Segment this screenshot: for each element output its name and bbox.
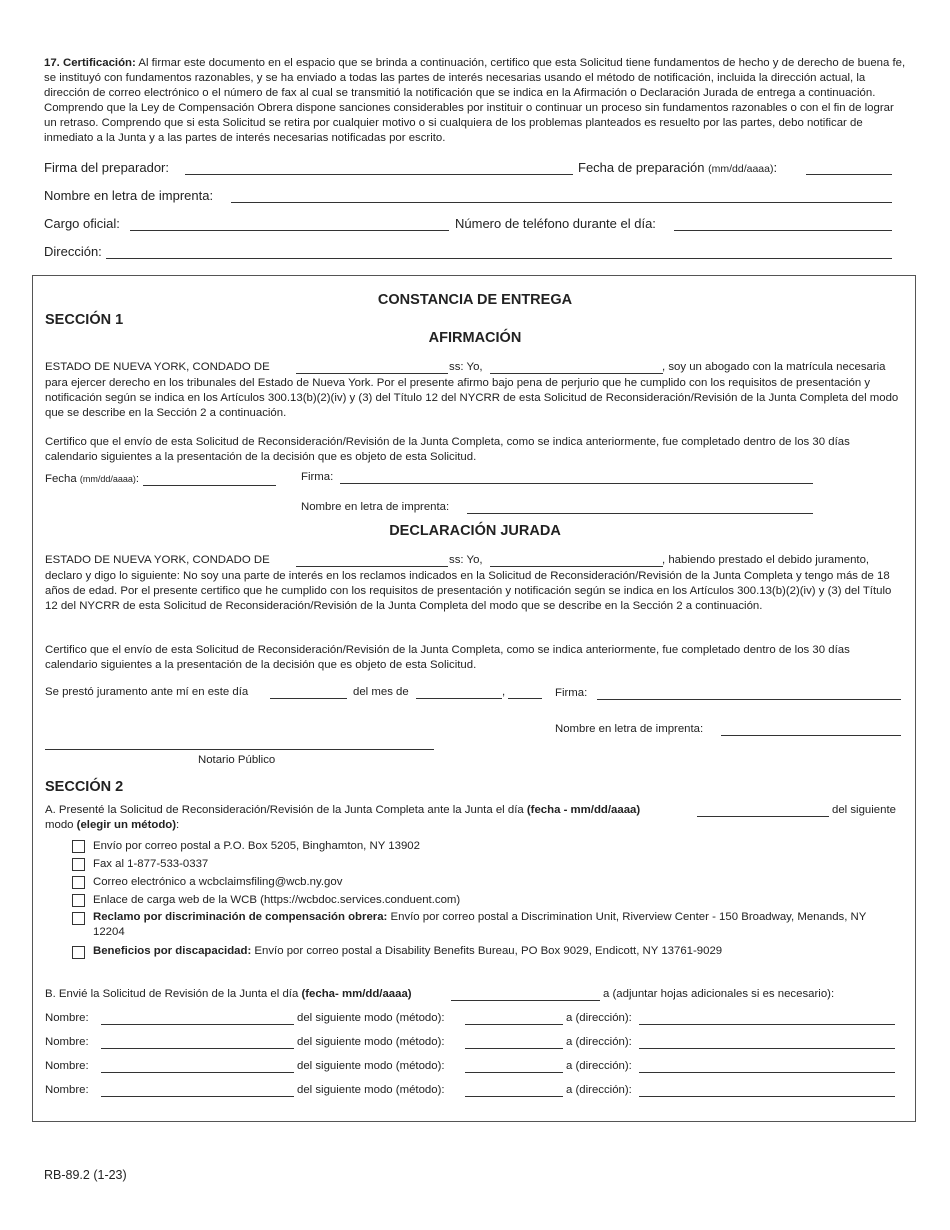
- sworn-comma: ,: [502, 686, 506, 698]
- row2-address-field[interactable]: [639, 1048, 895, 1049]
- method-option-discrimination: Reclamo por discriminación de compensación obrera: Envío por correo postal a Discrimination Unit, Riverview Center - 150 Broadway, Menands, NY 12204: [93, 911, 867, 938]
- address-field[interactable]: [106, 258, 892, 259]
- section2-b-date-field[interactable]: [451, 1000, 600, 1001]
- row1-name-label: Nombre:: [45, 1012, 89, 1024]
- official-title-label: Cargo oficial:: [44, 216, 120, 231]
- row3-method-field[interactable]: [465, 1072, 563, 1073]
- aff-attorney-text: , soy un abogado con la matrícula necesaria: [662, 361, 886, 373]
- row1-name-field[interactable]: [101, 1024, 294, 1025]
- row1-method-field[interactable]: [465, 1024, 563, 1025]
- afd-print-name-field[interactable]: [721, 735, 901, 736]
- row3-name-field[interactable]: [101, 1072, 294, 1073]
- preparation-date-label: Fecha de preparación (mm/dd/aaaa):: [578, 160, 778, 175]
- preparer-signature-label: Firma del preparador:: [44, 160, 169, 175]
- afd-deponent-name-field[interactable]: [490, 566, 663, 567]
- aff-signature-label: Firma:: [301, 471, 334, 483]
- aff-county-field[interactable]: [296, 373, 448, 374]
- certification-paragraph: [44, 56, 906, 146]
- afd-print-name-label: Nombre en letra de imprenta:: [555, 723, 704, 735]
- section1-title: SECCIÓN 1: [45, 312, 124, 328]
- row4-name-label: Nombre:: [45, 1084, 89, 1096]
- certification-text: Al firmar este documento en el espacio que se brinda a continuación, certifico que esta Solicitud tiene fundamentos de hecho y de derecho de buena fe, se instituyó con fundamentos razonables, y se ha enviado a todas las partes de interés necesarias usando el método de notificación, incluida la dirección actual, la dirección de correo electrónico o el número de fax al cual se transmitió la notificación que se indica en la Afirmación o Declaración Jurada de entrega a continuación. Comprendo que la Ley de Compensación Obrera dispone sanciones considerables por instituir o continuar un proceso sin fundamentos razonables o con el fin de lograr un retraso. Comprendo que si esta Solicitud se retira por cualquier motivo o si cualquiera de los problemas planteados es resuelto por las partes, debo notificar de inmediato a la Junta y a las partes de interés necesarias notificadas por escrito.: [44, 57, 906, 144]
- preparer-name-label: Nombre en letra de imprenta:: [44, 188, 214, 203]
- section2-a-date-field[interactable]: [697, 816, 829, 817]
- method-checkbox-web-upload[interactable]: [72, 894, 85, 907]
- row1-method-label: del siguiente modo (método):: [297, 1012, 445, 1024]
- affidavit-title: DECLARACIÓN JURADA: [389, 523, 561, 539]
- method-option-disability: Beneficios por discapacidad: Envío por correo postal a Disability Benefits Bureau, PO Box 9029, Endicott, NY 13761-9029: [93, 945, 723, 957]
- certification-label: 17. Certificación:: [44, 57, 136, 69]
- sworn-month-label: del mes de: [353, 686, 409, 698]
- row2-method-label: del siguiente modo (método):: [297, 1036, 445, 1048]
- aff-body: para ejercer derecho en los tribunales del Estado de Nueva York. Por el presente afirmo bajo pena de perjurio que he cumplido con los requisitos de presentación y notificación según se indica en los Artículos 300.13(b)(2)(iv) y (3) del Título 12 del NYCRR de esta Solicitud de Reconsideración/Revisión de la Junta Completa del modo que se describe en la Sección 2 a continuación.: [45, 377, 899, 419]
- notary-label: Notario Público: [198, 754, 276, 766]
- aff-print-name-field[interactable]: [467, 513, 813, 514]
- aff-signature-field[interactable]: [340, 483, 813, 484]
- row4-address-label: a (dirección):: [566, 1084, 632, 1096]
- method-checkbox-email[interactable]: [72, 876, 85, 889]
- method-checkbox-fax[interactable]: [72, 858, 85, 871]
- row1-address-label: a (dirección):: [566, 1012, 632, 1024]
- sworn-day-label: Se prestó juramento ante mí en este día: [45, 686, 249, 698]
- sworn-year-field[interactable]: [508, 698, 542, 699]
- afd-sworn-text: , habiendo prestado el debido juramento,: [662, 554, 870, 566]
- row4-address-field[interactable]: [639, 1096, 895, 1097]
- aff-print-name-label: Nombre en letra de imprenta:: [301, 501, 450, 513]
- method-option-web-upload: Enlace de carga web de la WCB (https://wcbdoc.services.conduent.com): [93, 894, 461, 906]
- method-option-fax: Fax al 1-877-533-0337: [93, 858, 209, 870]
- row4-method-label: del siguiente modo (método):: [297, 1084, 445, 1096]
- aff-date-field[interactable]: [143, 485, 276, 486]
- section2-b-line: B. Envié la Solicitud de Revisión de la Junta el día (fecha- mm/dd/aaaa): [45, 988, 412, 1000]
- method-checkbox-discrimination[interactable]: [72, 912, 85, 925]
- row4-method-field[interactable]: [465, 1096, 563, 1097]
- row3-address-label: a (dirección):: [566, 1060, 632, 1072]
- row1-address-field[interactable]: [639, 1024, 895, 1025]
- row3-name-label: Nombre:: [45, 1060, 89, 1072]
- afd-signature-field[interactable]: [597, 699, 901, 700]
- afd-state-county-label: ESTADO DE NUEVA YORK, CONDADO DE: [45, 554, 270, 566]
- section2-title: SECCIÓN 2: [45, 779, 124, 795]
- section2-a-after: del siguiente: [832, 804, 896, 816]
- section2-b-after: a (adjuntar hojas adicionales si es necesario):: [603, 988, 835, 1000]
- aff-state-county-label: ESTADO DE NUEVA YORK, CONDADO DE: [45, 361, 270, 373]
- aff-certify: Certifico que el envío de esta Solicitud de Reconsideración/Revisión de la Junta Completa, como se indica anteriormente, fue completado dentro de los 30 días calendario siguientes a la presentación de la decisión que es objeto de esta Solicitud.: [45, 436, 850, 463]
- afd-county-field[interactable]: [296, 566, 448, 567]
- afd-body: declaro y digo lo siguiente: No soy una parte de interés en los reclamos indicados en la Solicitud de Reconsideración/Revisión de la Junta Completa y tengo más de 18 años de edad. Por el presente certifico que he cumplido con los requisitos de presentación y notificación según se indica en los Artículos 300.13(b)(2)(iv) y (3) del Título 12 del NYCRR de esta Solicitud de Reconsideración/Revisión de la Junta Completa del modo que se describe en la Sección 2 a continuación.: [45, 570, 892, 612]
- method-checkbox-mail[interactable]: [72, 840, 85, 853]
- daytime-phone-label: Número de teléfono durante el día:: [455, 216, 656, 231]
- proof-title: CONSTANCIA DE ENTREGA: [377, 292, 573, 308]
- row2-name-field[interactable]: [101, 1048, 294, 1049]
- address-label: Dirección:: [44, 244, 102, 259]
- row3-method-label: del siguiente modo (método):: [297, 1060, 445, 1072]
- preparer-signature-field[interactable]: [185, 174, 573, 175]
- affirmation-title: AFIRMACIÓN: [428, 330, 522, 346]
- preparation-date-field[interactable]: [806, 174, 892, 175]
- aff-date-label: Fecha (mm/dd/aaaa):: [45, 473, 140, 485]
- sworn-day-field[interactable]: [270, 698, 347, 699]
- daytime-phone-field[interactable]: [674, 230, 892, 231]
- aff-attorney-name-field[interactable]: [490, 373, 663, 374]
- sworn-month-field[interactable]: [416, 698, 502, 699]
- notary-signature-field[interactable]: [45, 749, 434, 750]
- method-option-mail: Envío por correo postal a P.O. Box 5205, Binghamton, NY 13902: [93, 840, 420, 852]
- row4-name-field[interactable]: [101, 1096, 294, 1097]
- afd-ss-label: ss: Yo,: [449, 554, 483, 566]
- section2-a-line2: modo (elegir un método):: [45, 819, 180, 831]
- afd-certify: Certifico que el envío de esta Solicitud de Reconsideración/Revisión de la Junta Completa, como se indica anteriormente, fue completado dentro de los 30 días calendario siguientes a la presentación de la decisión que es objeto de esta Solicitud.: [45, 644, 850, 671]
- aff-ss-label: ss: Yo,: [449, 361, 483, 373]
- preparer-name-field[interactable]: [231, 202, 892, 203]
- form-id: RB-89.2 (1-23): [44, 1168, 127, 1182]
- row2-address-label: a (dirección):: [566, 1036, 632, 1048]
- row3-address-field[interactable]: [639, 1072, 895, 1073]
- method-option-email: Correo electrónico a wcbclaimsfiling@wcb.ny.gov: [93, 876, 343, 888]
- row2-name-label: Nombre:: [45, 1036, 89, 1048]
- official-title-field[interactable]: [130, 230, 449, 231]
- proof-of-service-box: [32, 275, 916, 1122]
- method-checkbox-disability[interactable]: [72, 946, 85, 959]
- afd-signature-label: Firma:: [555, 687, 588, 699]
- row2-method-field[interactable]: [465, 1048, 563, 1049]
- section2-a-line1: A. Presenté la Solicitud de Reconsideración/Revisión de la Junta Completa ante la Junta el día (fecha - mm/dd/aaaa): [45, 804, 641, 816]
